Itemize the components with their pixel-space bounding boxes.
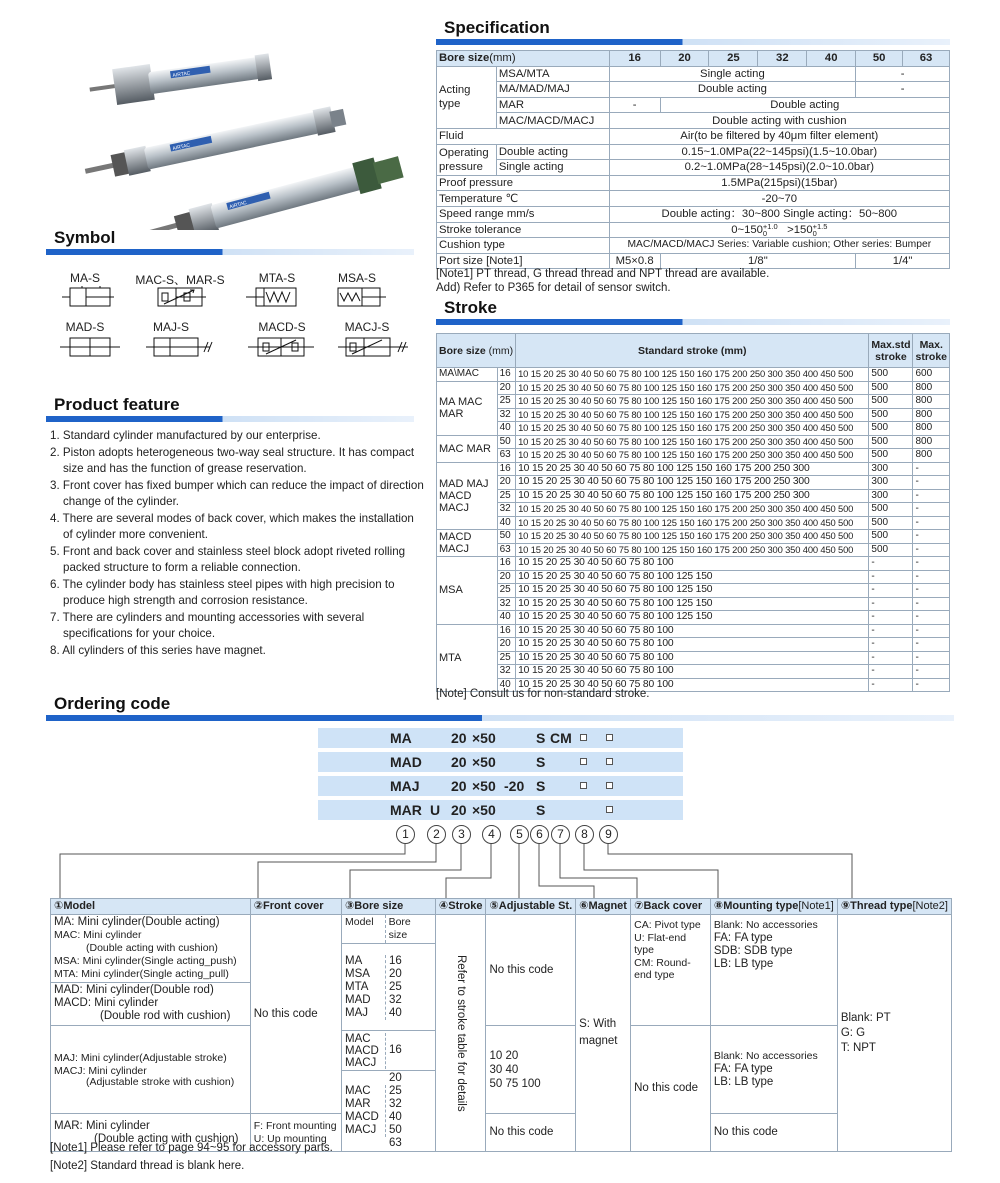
- code-pos-8: 8: [575, 825, 594, 844]
- symbol-label-mac-s: MAC-S、MAR-S: [135, 273, 225, 287]
- code-pos-5: 5: [510, 825, 529, 844]
- symbol-macj-s-icon: [338, 338, 408, 356]
- code-pos-4: 4: [482, 825, 501, 844]
- code-connectors: [0, 844, 1000, 900]
- code-pos-9: 9: [599, 825, 618, 844]
- code-pos-2: 2: [427, 825, 446, 844]
- spec-row-ma: MA/MAD/MAJ Double acting -: [437, 82, 950, 98]
- spec-row-speed: Speed range mm/s Double acting：30~800 Single acting：50~800: [437, 206, 950, 222]
- ordering-note2: [Note2] Standard thread is blank here.: [50, 1160, 245, 1172]
- code-row-ma: MA 20 ×50 S CM: [318, 728, 683, 748]
- stroke-title-bar: [436, 319, 950, 325]
- symbol-macd-s-icon: [248, 338, 314, 356]
- spec-table: [436, 50, 950, 269]
- spec-note2: Add) Refer to P365 for detail of sensor switch.: [436, 282, 671, 294]
- spec-row-mac: MAC/MACD/MACJ Double acting with cushion: [437, 113, 950, 129]
- stroke-title: Stroke: [444, 298, 497, 317]
- svg-text:AIRTAC: AIRTAC: [228, 199, 248, 211]
- feature-item: 6. The cylinder body has stainless steel pipes with high precision to produce high strength and corrosion resistance.: [50, 577, 395, 607]
- symbol-mta-s-icon: [246, 288, 296, 306]
- symbol-title-bar: [46, 249, 414, 255]
- svg-text:AIRTAC: AIRTAC: [172, 70, 191, 79]
- symbol-msa-s-icon: [338, 288, 386, 306]
- symbol-label-macd-s: MACD-S: [258, 320, 306, 334]
- spec-row-op-double: Operating pressure Double acting 0.15~1.0MPa(22~145psi)(1.5~10.0bar): [437, 144, 950, 160]
- feature-title-bar: [46, 416, 414, 422]
- stroke-table: Bore size (mm) Standard stroke (mm) Max.std stroke Max. stroke MA\MAC 16 10 15 20 25 30 40 50 60 75 80 100 125 150 160 175 200 250 300 350 400 450 500 500 600 MA MAC MAR 20 10 15 20 25 30 40 50 60 75 80 100 125 150 160 175 200 250 300 350 400 450 500 500 800 25 10 15 20 25 30 40 50 60 75 80 100 125 150 160 175 200 250 300 350 400 450 500 500 800 32 10 15 20 25 30 40 50 60 75 80 100 125 150 160 175 200 250 300 350 400 450 500 500 800 40 10 15 20 25 30 40 50 60 75 80 100 125 150 160 175 200 250 300 350 400 450 500 500 800 MAC MAR 50 10 15 20 25 30 40 50 60 75 80 100 125 150 160 175 200 250 300 350 400 450 500 500 800 63 10 15 20 25 30 40 50 60 75 80 100 125 150 160 175 200 250 300 350 400 450 500 500 800 MAD MAJ MACD MACJ 16 10 15 20 25 30 40 50 60 75 80 100 125 150 160 175 200 250 300 300 - 20 10 15 20 25 30 40 50 60 75 80 100 125 150 160 175 200 250 300 300 - 25 10 15 20 25 30 40 50 60 75 80 100 125 150 160 175 200 250 300 300 - 32 10 15 20 25 30 40 50 60 75 80 100 125 150 160 175 200 250 300 350 400 450 500 500 - 40 10 15 20 25 30 40 50 60 75 80 100 125 150 160 175 200 250 300 350 400 450 500 500 - MACD MACJ 50 10 15 20 25 30 40 50 60 75 80 100 125 150 160 175 200 250 300 350 400 450 500 500 - 63 10 15 20 25 30 40 50 60 75 80 100 125 150 160 175 200 250 300 350 400 450 500 500 - MSA 16 10 15 20 25 30 40 50 60 75 80 100 - - 20 10 15 20 25 30 40 50 60 75 80 100 125 150 - - 25 10 15 20 25 30 40 50 60 75 80 100 125 150 - - 32 10 15 20 25 30 40 50 60 75 80 100 125 150 - - 40 10 15 20 25 30 40 50 60 75 80 100 125 150 - - MTA 16 10 15 20 25 30 40 50 60 75 80 100 - - 20 10 15 20 25 30 40 50 60 75 80 100 - - 25 10 15 20 25 30 40 50 60 75 80 100 - - 32 10 15 20 25 30 40 50 60 75 80 100 - - 40 10 15 20 25 30 40 50 60 75 80 100 - -: [436, 333, 950, 692]
- code-row-mar: MAR U 20 ×50 S: [318, 800, 683, 820]
- symbol-label-mta-s: MTA-S: [258, 271, 296, 285]
- spec-row-op-single: Single acting 0.2~1.0MPa(28~145psi)(2.0~10.0bar): [437, 160, 950, 176]
- feature-item: 8. All cylinders of this series have magnet.: [50, 643, 266, 657]
- code-row-maj: MAJ 20 ×50 -20 S: [318, 776, 683, 796]
- svg-text:AIRTAC: AIRTAC: [172, 142, 191, 153]
- ordering-header-row: ①Model ②Front cover ③Bore size ④Stroke ⑤Adjustable St. ⑥Magnet ⑦Back cover ⑧Mounting type[Note1] ⑨Thread type[Note2]: [51, 899, 952, 915]
- code-pos-6: 6: [530, 825, 549, 844]
- code-row-mad: MAD 20 ×50 S: [318, 752, 683, 772]
- symbol-title: Symbol: [54, 228, 116, 247]
- spec-title: Specification: [444, 18, 550, 37]
- feature-item: 4. There are several modes of back cover, which makes the installation of cylinder more convenient.: [50, 511, 414, 541]
- symbol-label-maj-s: MAJ-S: [153, 320, 189, 334]
- spec-note1: [Note1] PT thread, G thread thread and NPT thread are available.: [436, 268, 770, 280]
- cylinder-2: [83, 104, 348, 185]
- symbol-maj-s-icon: [146, 338, 212, 356]
- code-pos-1: 1: [396, 825, 415, 844]
- spec-header-row: Bore size(mm) 16 20 25 32 40 50 63: [437, 51, 950, 67]
- spec-row-mar: MAR - Double acting: [437, 97, 950, 113]
- symbol-label-msa-s: MSA-S: [337, 271, 376, 285]
- symbol-label-ma-s: MA-S: [70, 271, 100, 285]
- spec-row-tolerance: Stroke tolerance 0~150+1.0 0 >150+1.5 0: [437, 222, 950, 238]
- spec-row-fluid: Fluid Air(to be filtered by 40μm filter element): [437, 128, 950, 144]
- symbol-label-macj-s: MACJ-S: [344, 320, 390, 334]
- symbol-mac-s-icon: [158, 288, 206, 306]
- feature-item: 3. Front cover has fixed bumper which can reduce the impact of direction change of the cylinder.: [50, 478, 424, 508]
- stroke-header-row: Bore size (mm) Standard stroke (mm) Max.std stroke Max. stroke: [437, 334, 950, 368]
- spec-row-port: Port size [Note1] M5×0.8 1/8" 1/4": [437, 253, 950, 269]
- ordering-title-bar: [46, 715, 954, 721]
- ordering-title: Ordering code: [54, 694, 171, 713]
- ordering-table: ①Model ②Front cover ③Bore size ④Stroke ⑤Adjustable St. ⑥Magnet ⑦Back cover ⑧Mounting type[Note1] ⑨Thread type[Note2] MA: Mini cylinder(Double acting) MAC: Mini cylinder (Double acting with cushion) MSA: Mini cylinder(Single acting_push) MTA: Mini cylinder(Single acting_pull) MAD: Mini cylinder(Double rod) MACD: Mini cylinder (Double rod with cushion) No this code Model Bore size MA MSA MTA MAD MAJ 16 20 25 32 40 MAC MACD MACJ 16 MAC MAR MACD MACJ 20 25 32 40 50 63 Refer to stroke table for details No this code S: With magnet CA: Pivot type U: Flat-end type CM: Round-end type Blank: No accessories FA: FA type SDB: SDB type LB: LB type Blank: PT G: G T: NPT MAJ: Mini cylinder(Adjustable stroke) MACJ: Mini cylinder (Adjustable stroke with cushion) 10 20 30 40 50 75 100 No this code Blank: No accessories FA: FA type LB: LB type MAR: Mini cylinder (Double acting with cushion) F: Front mounting U: Up mounting No this code No this code: [50, 898, 952, 1152]
- feature-title: Product feature: [54, 395, 180, 414]
- feature-item: 7. There are cylinders and mounting accessories with several specifications for your choice.: [50, 610, 365, 640]
- feature-list: [50, 428, 425, 659]
- stroke-note: [Note] Consult us for non-standard stroke.: [436, 688, 650, 700]
- ordering-note1: [Note1] Please refer to page 94~95 for accessory parts.: [50, 1142, 333, 1154]
- symbol-diagrams: [60, 284, 420, 364]
- symbol-ma-s-icon: [62, 286, 114, 306]
- spec-row-cushion: Cushion type MAC/MACD/MACJ Series: Variable cushion; Other series: Bumper: [437, 238, 950, 254]
- product-photo: [60, 30, 420, 230]
- feature-item: 1. Standard cylinder manufactured by our enterprise.: [50, 429, 321, 442]
- symbol-mad-s-icon: [60, 338, 120, 356]
- cylinder-3: [146, 151, 404, 230]
- code-pos-3: 3: [452, 825, 471, 844]
- spec-row-proof: Proof pressure 1.5MPa(215psi)(15bar): [437, 175, 950, 191]
- spec-title-bar: [436, 39, 950, 45]
- cylinder-1: [87, 47, 272, 108]
- spec-row-msa: Acting type MSA/MTA Single acting -: [437, 66, 950, 82]
- symbol-label-mad-s: MAD-S: [65, 320, 105, 334]
- feature-item: 2. Piston adopts heterogeneous two-way seal structure. It has compact size and has the function of grease reservation.: [50, 445, 415, 475]
- feature-item: 5. Front and back cover and stainless steel block adopt riveted rolling packed structure to form a reliable connection.: [50, 544, 406, 574]
- code-pos-7: 7: [551, 825, 570, 844]
- spec-row-temp: Temperature ℃ -20~70: [437, 191, 950, 207]
